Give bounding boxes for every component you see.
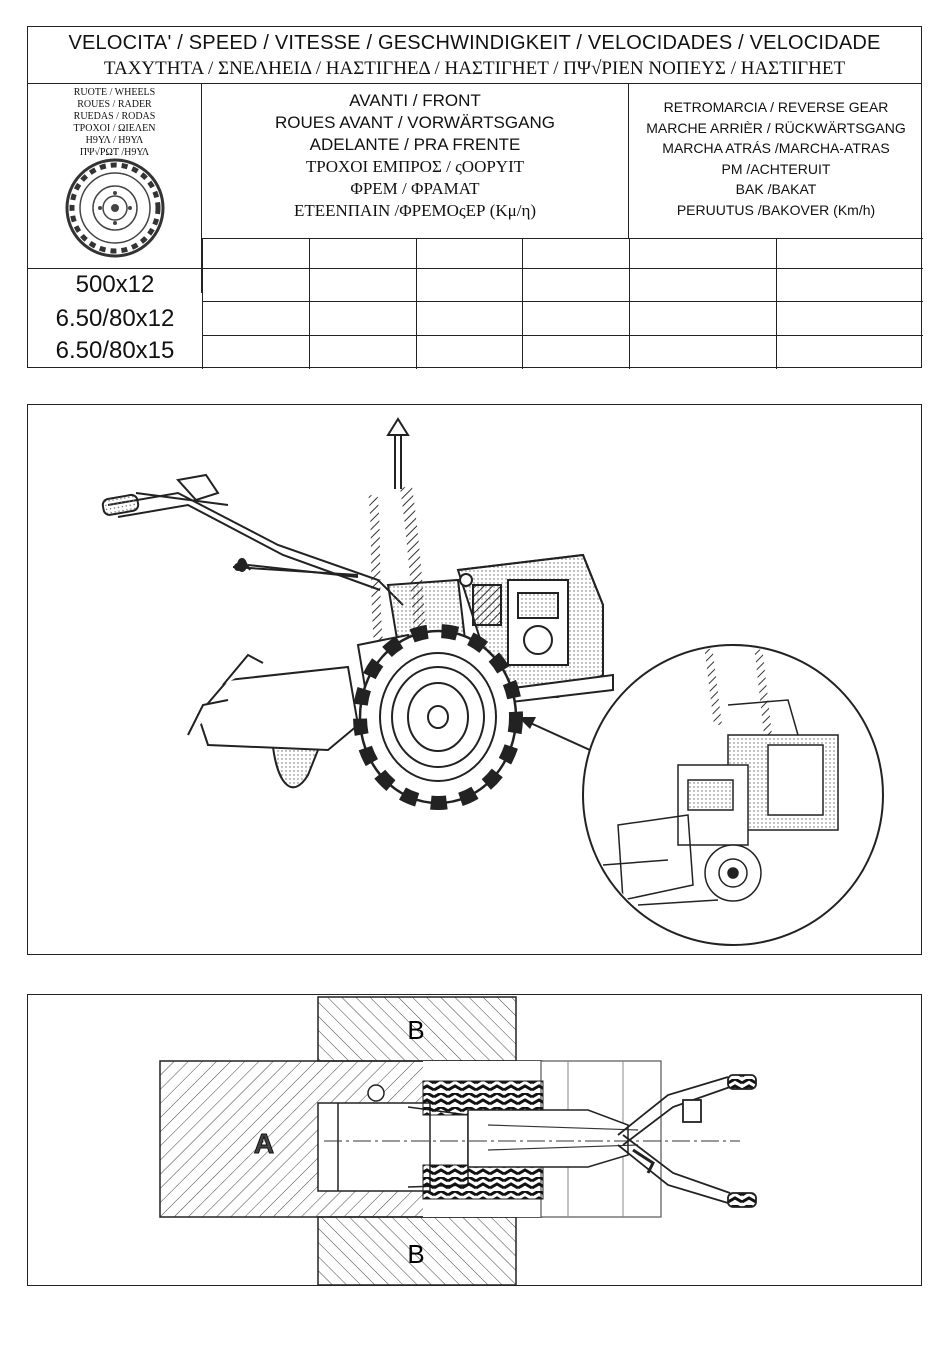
reverse-label-line: RETROMARCIA / REVERSE GEAR	[663, 99, 889, 115]
forward-label-line: ΦΡΕΜ / ΦΡΑΜΑΤ	[350, 179, 480, 198]
tire-size-650-80x12: 6.50/80x12	[55, 305, 175, 332]
lift-arrow-icon	[388, 419, 408, 489]
label-a: A	[253, 1128, 275, 1159]
table-grid-line	[202, 301, 923, 302]
table-grid-line	[202, 238, 203, 369]
table-grid-line	[28, 268, 923, 269]
wheel-icon	[63, 156, 167, 260]
table-grid-line	[522, 238, 523, 369]
table-grid-line	[202, 335, 923, 336]
wheels-label-line: ROUES / RADER	[77, 99, 152, 110]
wheels-label-line: ΤΡΟΧΟΙ / ΩΙΕΛΕΝ	[73, 123, 156, 134]
forward-label-line: ΤΡΟΧΟΙ ΕΜΠΡΟΣ / ςΟΟΡΥΙΤ	[305, 157, 525, 176]
label-b-bottom: B	[407, 1239, 425, 1269]
reverse-speed-header	[629, 84, 923, 238]
wheels-label-line: ΠΨ√ΡΩΤ /Η9ΥΛ	[79, 147, 150, 158]
tire-size-500x12: 500x12	[75, 271, 155, 298]
detail-inset-circle	[583, 645, 883, 945]
speed-title-multilingual: VELOCITA' / SPEED / VITESSE / GESCHWINDIGKEIT / VELOCIDADES / VELOCIDADE	[68, 32, 881, 54]
table-grid-line	[416, 238, 417, 369]
reverse-label-line: BAK /BAKAT	[735, 181, 817, 197]
wheel-right	[423, 1165, 543, 1199]
table-grid-line	[309, 238, 310, 369]
drive-wheel	[360, 631, 516, 803]
top-view-diagram	[28, 995, 923, 1287]
machine-body	[468, 1110, 628, 1167]
reverse-label-line: MARCHA ATRÁS /MARCHA-ATRAS	[662, 140, 890, 156]
speed-table-title	[28, 27, 921, 84]
wheels-label-line: Η9ΥΛ / Η9ΥΛ	[85, 135, 144, 146]
wheels-header-cell	[28, 84, 202, 293]
wheels-label-line: RUEDAS / RODAS	[73, 111, 156, 122]
forward-label-line: ΕΤΕΕΝΠΑΙΝ /ΦΡΕΜΟςΕΡ (Κμ/η)	[293, 201, 537, 220]
forward-label-line: ROUES AVANT / VORWÄRTSGANG	[275, 113, 555, 132]
tiller-illustration-panel	[27, 404, 922, 955]
tiller-hood	[188, 655, 358, 787]
forward-speed-header	[202, 84, 629, 238]
table-grid-line	[629, 238, 630, 369]
table-grid-line	[776, 238, 777, 369]
tiller-housing	[318, 1103, 430, 1191]
tiller-illustration	[28, 405, 923, 956]
handlebar	[102, 475, 403, 605]
reverse-label-line: PERUUTUS /BAKOVER (Km/h)	[676, 201, 876, 218]
reverse-label-line: PM /ACHTERUIT	[721, 160, 831, 177]
forward-label-line: AVANTI / FRONT	[349, 91, 481, 110]
wheels-label	[28, 87, 201, 159]
forward-label-line: ADELANTE / PRA FRENTE	[309, 135, 521, 154]
wheels-label-line: RUOTE / WHEELS	[73, 87, 156, 98]
label-b-top: B	[407, 1015, 425, 1045]
table-grid-line	[202, 238, 923, 239]
speed-title-greek-style: ΤΑΧΥΤΗΤΑ / ΣΝΕΛΗΕΙΔ / ΗΑΣΤΙΓΗΕΔ / ΗΑΣΤΙΓΗΕΤ / ΠΨ√ΡΙΕΝ ΝΟΠΕΥΣ / ΗΑΣΤΙΓΗΕΤ	[103, 58, 846, 79]
top-view-diagram-panel	[27, 994, 922, 1286]
reverse-label-line: MARCHE ARRIÈR / RÜCKWÄRTSGANG	[646, 119, 906, 136]
speed-table	[27, 26, 922, 368]
tire-size-650-80x15: 6.50/80x15	[55, 337, 175, 364]
